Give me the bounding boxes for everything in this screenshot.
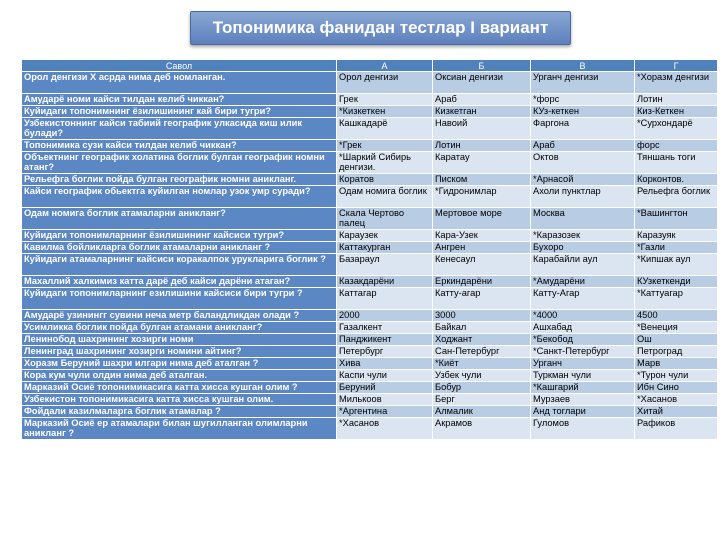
option-v-cell: Ахоли пунктлар xyxy=(531,186,635,208)
header-option-v: В xyxy=(531,60,635,72)
table-row xyxy=(22,230,718,242)
option-v-cell: *Арнасой xyxy=(531,174,635,186)
question-cell: Усимликка боглик пойда булган атамани аникланг? xyxy=(22,322,337,334)
question-cell: Хоразм Беруний шахри илгари нима деб аталган ? xyxy=(22,358,337,370)
option-b-cell: Берг xyxy=(433,394,531,406)
header-option-b: Б xyxy=(433,60,531,72)
option-g-cell: *Вашингтон xyxy=(635,208,718,230)
option-g-cell: Корконтов. xyxy=(635,174,718,186)
option-a-cell: Караузек xyxy=(337,230,433,242)
question-cell: Амударё номи кайси тилдан келиб чиккан? xyxy=(22,94,337,106)
table-row xyxy=(22,346,718,358)
option-g-cell: *Хасанов xyxy=(635,394,718,406)
test-table xyxy=(21,59,718,440)
option-b-cell: Байкал xyxy=(433,322,531,334)
option-v-cell: *форс xyxy=(531,94,635,106)
option-v-cell: Урганч денгизи xyxy=(531,72,635,94)
option-a-cell: Беруний xyxy=(337,382,433,394)
table-row xyxy=(22,322,718,334)
option-b-cell: Мертовое море xyxy=(433,208,531,230)
option-v-cell: Карабайли аул xyxy=(531,254,635,276)
option-g-cell: *Венеция xyxy=(635,322,718,334)
option-a-cell: Коратов xyxy=(337,174,433,186)
option-b-cell: Акрамов xyxy=(433,418,531,440)
option-v-cell: Туркман чули xyxy=(531,370,635,382)
question-cell: Топонимика сузи кайси тилдан келиб чиккан? xyxy=(22,140,337,152)
option-b-cell: Узбек чули xyxy=(433,370,531,382)
option-g-cell: Марв xyxy=(635,358,718,370)
option-g-cell: *Газли xyxy=(635,242,718,254)
table-row xyxy=(22,310,718,322)
option-b-cell: Алмалик xyxy=(433,406,531,418)
option-a-cell: Орол денгизи xyxy=(337,72,433,94)
question-cell: Узбекистоннинг кайси табиий географик улкасида киш илик булади? xyxy=(22,118,337,140)
option-g-cell: Лотин xyxy=(635,94,718,106)
option-v-cell: Москва xyxy=(531,208,635,230)
option-g-cell: Рельефга боглик xyxy=(635,186,718,208)
question-cell: Марказий Осиё топонимикасига катта хисса кушган олим ? xyxy=(22,382,337,394)
option-v-cell: Анд тоглари xyxy=(531,406,635,418)
option-v-cell: Бухоро xyxy=(531,242,635,254)
option-a-cell: *Шаркий Сибирь денгизи. xyxy=(337,152,433,174)
question-cell: Куйидаги топонимларнинг ёзилишининг кайсиси тугри? xyxy=(22,230,337,242)
table-row xyxy=(22,94,718,106)
table-row xyxy=(22,106,718,118)
question-cell: Ленинобод шахрининг хозирги номи xyxy=(22,334,337,346)
option-v-cell: Урганч xyxy=(531,358,635,370)
option-a-cell: Петербург xyxy=(337,346,433,358)
option-b-cell: 3000 xyxy=(433,310,531,322)
table-row xyxy=(22,394,718,406)
option-a-cell: *Хасанов xyxy=(337,418,433,440)
option-g-cell: Петроград xyxy=(635,346,718,358)
option-b-cell: *Гидронимлар xyxy=(433,186,531,208)
option-v-cell: КУз-кеткен xyxy=(531,106,635,118)
header-option-g: Г xyxy=(635,60,718,72)
option-a-cell: Грек xyxy=(337,94,433,106)
table-row xyxy=(22,276,718,288)
option-g-cell: Каразуяк xyxy=(635,230,718,242)
option-v-cell: *Каразозек xyxy=(531,230,635,242)
option-a-cell: Каттакурган xyxy=(337,242,433,254)
table-row xyxy=(22,334,718,346)
question-cell: Одам номига боглик атамаларни аникланг? xyxy=(22,208,337,230)
option-g-cell: форс xyxy=(635,140,718,152)
table-row xyxy=(22,406,718,418)
option-v-cell: *Кашгарий xyxy=(531,382,635,394)
option-v-cell: Гуломов xyxy=(531,418,635,440)
option-g-cell: Хитай xyxy=(635,406,718,418)
header-question: Савол xyxy=(22,60,337,72)
option-g-cell: Ибн Сино xyxy=(635,382,718,394)
table-row xyxy=(22,382,718,394)
option-b-cell: Араб xyxy=(433,94,531,106)
header-option-a: А xyxy=(337,60,433,72)
table-row xyxy=(22,208,718,230)
option-g-cell: *Каттуагар xyxy=(635,288,718,310)
option-a-cell: 2000 xyxy=(337,310,433,322)
question-cell: Кайси географик обьектга куйилган номлар узок умр суради? xyxy=(22,186,337,208)
question-cell: Кавилма бойликларга боглик атамаларни аникланг ? xyxy=(22,242,337,254)
option-b-cell: Кизкетган xyxy=(433,106,531,118)
question-cell: Куйидаги атамаларнинг кайсиси коракалпок урукларига боглик ? xyxy=(22,254,337,276)
option-v-cell: Мурзаев xyxy=(531,394,635,406)
option-a-cell: Базараул xyxy=(337,254,433,276)
option-b-cell: Навоий xyxy=(433,118,531,140)
question-cell: Ленинград шахрининг хозирги номини айтинг? xyxy=(22,346,337,358)
question-cell: Куйидаги топонимнинг ёзилишининг кай бири тугри? xyxy=(22,106,337,118)
table-row xyxy=(22,370,718,382)
option-b-cell: Каратау xyxy=(433,152,531,174)
table-row xyxy=(22,174,718,186)
option-b-cell: Кара-Узек xyxy=(433,230,531,242)
option-a-cell: Газалкент xyxy=(337,322,433,334)
option-a-cell: *Кизкеткен xyxy=(337,106,433,118)
option-b-cell: Бобур xyxy=(433,382,531,394)
table-row xyxy=(22,118,718,140)
option-b-cell: Лотин xyxy=(433,140,531,152)
option-b-cell: Ангрен xyxy=(433,242,531,254)
question-cell: Амударё узинингг сувини неча метр баландликдан олади ? xyxy=(22,310,337,322)
option-v-cell: Араб xyxy=(531,140,635,152)
option-a-cell: *Грек xyxy=(337,140,433,152)
option-g-cell: Ош xyxy=(635,334,718,346)
table-row xyxy=(22,254,718,276)
question-cell: Орол денгизи X асрда нима деб номланган. xyxy=(22,72,337,94)
option-a-cell: Милькоов xyxy=(337,394,433,406)
option-b-cell: Ходжант xyxy=(433,334,531,346)
question-cell: Кора кум чули олдин нима деб аталган. xyxy=(22,370,337,382)
question-cell: Рельефга боглик пойда булган географик номни аникланг. xyxy=(22,174,337,186)
option-g-cell: *Турон чули xyxy=(635,370,718,382)
option-v-cell: *4000 xyxy=(531,310,635,322)
option-v-cell: Октов xyxy=(531,152,635,174)
question-cell: Куйидаги топонимларнинг езилишини кайсиси бири тугри ? xyxy=(22,288,337,310)
option-b-cell: Писком xyxy=(433,174,531,186)
option-b-cell: Кенесаул xyxy=(433,254,531,276)
option-g-cell: *Сурхондарё xyxy=(635,118,718,140)
option-v-cell: Ашхабад xyxy=(531,322,635,334)
option-g-cell: 4500 xyxy=(635,310,718,322)
question-cell: Узбекистон топонимикасига катта хисса кушган олим. xyxy=(22,394,337,406)
table-row xyxy=(22,358,718,370)
slide-title: Топонимика фанидан тестлар I вариант xyxy=(190,11,571,45)
question-cell: Фойдали казилмаларга боглик атамалар ? xyxy=(22,406,337,418)
option-a-cell: Одам номига боглик xyxy=(337,186,433,208)
table-row xyxy=(22,288,718,310)
option-g-cell: Киз-Кеткен xyxy=(635,106,718,118)
table-row xyxy=(22,242,718,254)
option-a-cell: Казакдарёни xyxy=(337,276,433,288)
table-row xyxy=(22,152,718,174)
header-row xyxy=(22,60,718,72)
option-v-cell: Катту-Агар xyxy=(531,288,635,310)
option-v-cell: Фаргона xyxy=(531,118,635,140)
option-b-cell: Оксиан денгизи xyxy=(433,72,531,94)
option-a-cell: Каттагар xyxy=(337,288,433,310)
question-cell: Объектнинг географик холатина боглик булган географик номни атанг? xyxy=(22,152,337,174)
option-b-cell: Катту-агар xyxy=(433,288,531,310)
question-cell: Махаллий халкимиз катта дарё деб кайси дарёни атаган? xyxy=(22,276,337,288)
table-row xyxy=(22,418,718,440)
option-v-cell: *Амударёни xyxy=(531,276,635,288)
option-a-cell: Кашкадарё xyxy=(337,118,433,140)
option-b-cell: Сан-Петербург xyxy=(433,346,531,358)
question-cell: Марказий Осиё ер атамалари билан шугилланган олимларни аникланг ? xyxy=(22,418,337,440)
option-g-cell: *Хоразм денгизи xyxy=(635,72,718,94)
option-a-cell: Панджикент xyxy=(337,334,433,346)
table-row xyxy=(22,72,718,94)
option-a-cell: Каспи чули xyxy=(337,370,433,382)
option-v-cell: *Санкт-Петербург xyxy=(531,346,635,358)
option-g-cell: КУзкеткенди xyxy=(635,276,718,288)
option-v-cell: *Бекобод xyxy=(531,334,635,346)
option-g-cell: Тяншань тоги xyxy=(635,152,718,174)
option-a-cell: *Аргентина xyxy=(337,406,433,418)
table-row xyxy=(22,186,718,208)
option-b-cell: *Киёт xyxy=(433,358,531,370)
option-g-cell: Рафиков xyxy=(635,418,718,440)
option-a-cell: Хива xyxy=(337,358,433,370)
option-g-cell: *Кипшак аул xyxy=(635,254,718,276)
option-a-cell: Скала Чертово палец xyxy=(337,208,433,230)
table-row xyxy=(22,140,718,152)
option-b-cell: Еркиндарёни xyxy=(433,276,531,288)
